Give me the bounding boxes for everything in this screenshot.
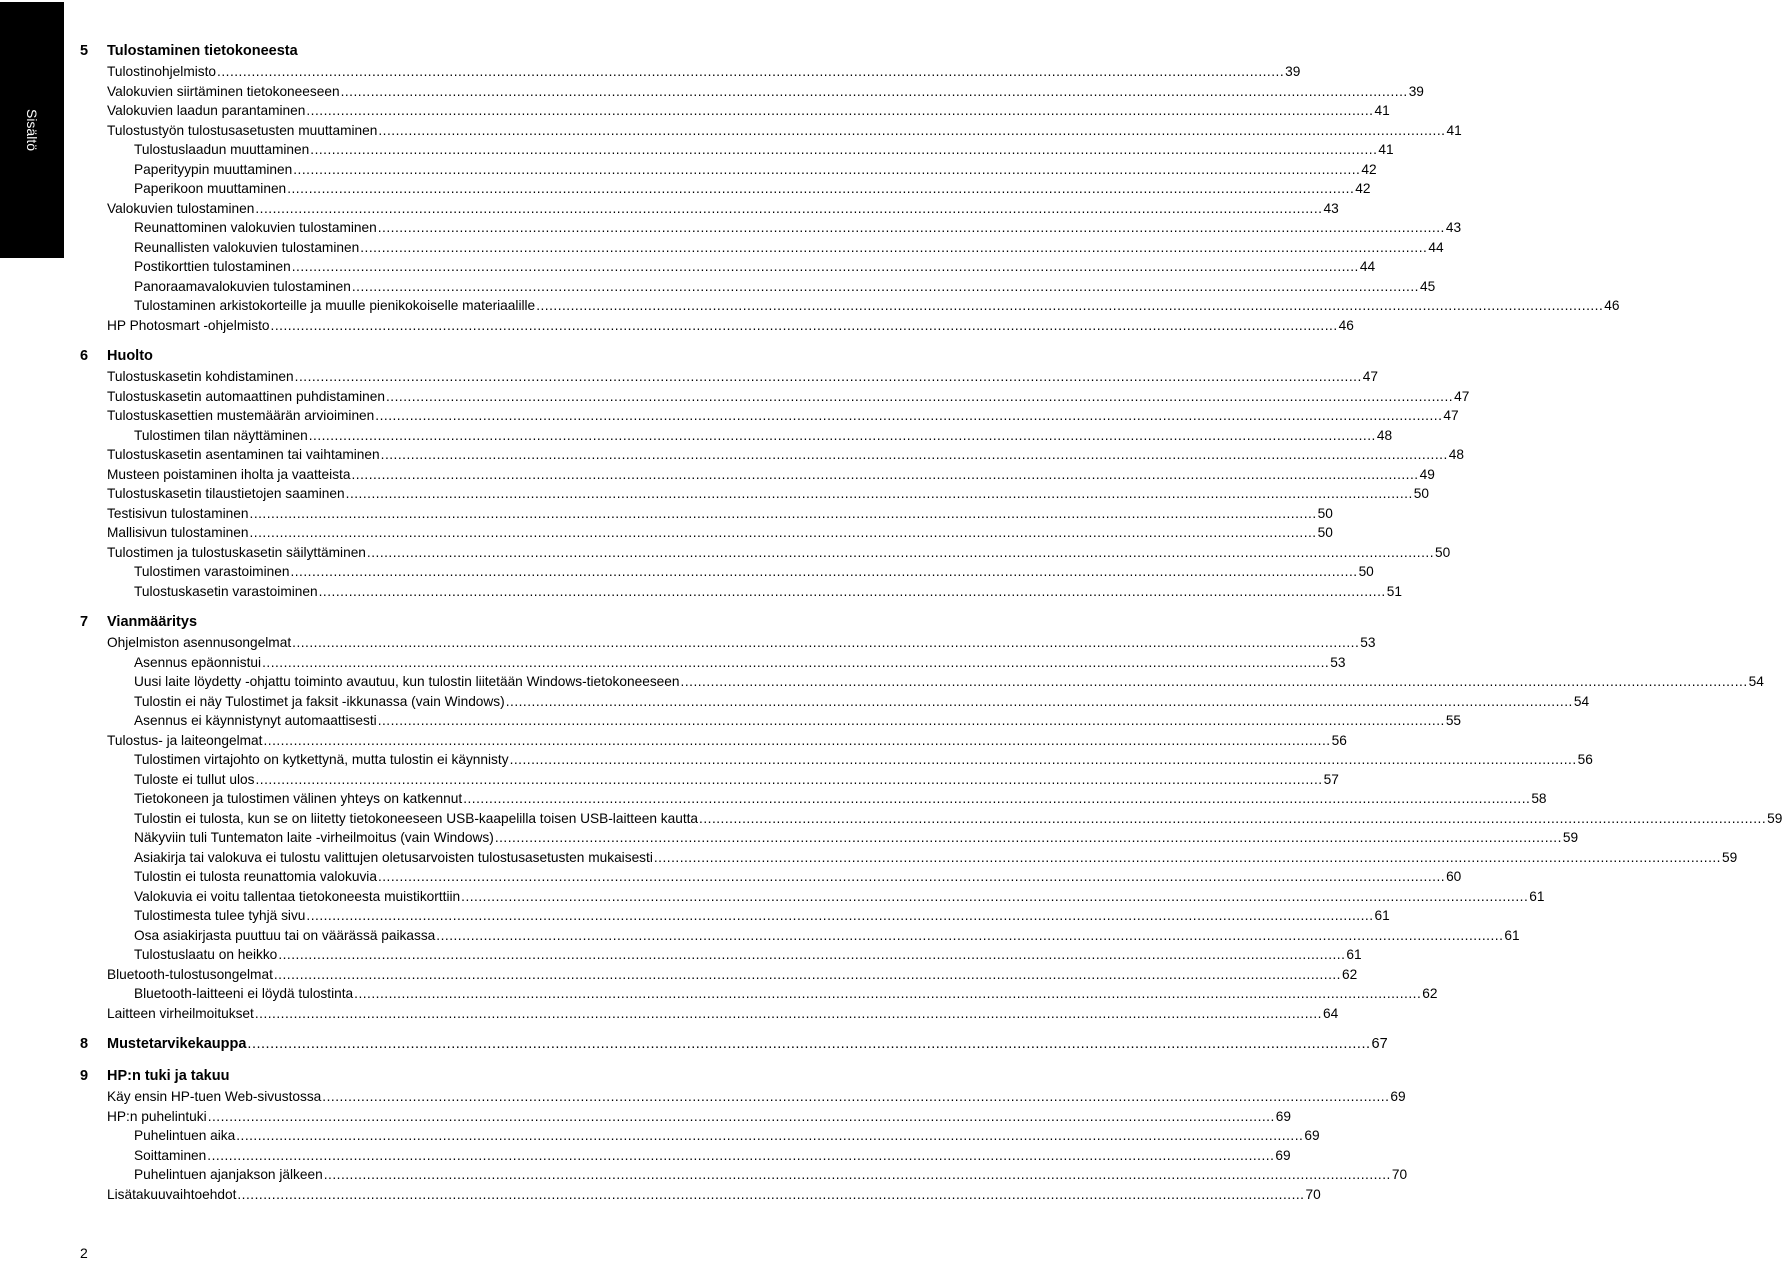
- dot-leader: [306, 101, 1373, 121]
- page-ref: 51: [1386, 583, 1402, 599]
- page-ref: 69: [1275, 1147, 1291, 1163]
- dot-leader: [375, 406, 1442, 426]
- entry-title: Postikorttien tulostaminen: [134, 259, 291, 274]
- entry-title: Laitteen virheilmoitukset: [107, 1005, 254, 1021]
- dot-leader: [271, 316, 1338, 336]
- toc-entry[interactable]: [80, 199, 1339, 219]
- page-ref: 48: [1448, 447, 1464, 462]
- page-ref: 44: [1428, 239, 1444, 255]
- entry-title: Ohjelmiston asennusongelmat: [107, 635, 292, 650]
- page-ref: 53: [1360, 635, 1376, 650]
- toc-entry[interactable]: [80, 1146, 1291, 1166]
- entry-title: Tulostaminen arkistokorteille ja muulle pienikokoiselle materiaalille: [134, 298, 536, 313]
- entry-title: Tulostuskasetin kohdistaminen: [107, 369, 294, 384]
- page-ref: 39: [1408, 83, 1424, 99]
- chapter-heading[interactable]: [80, 1033, 1388, 1055]
- entry-title: Näkyviin tuli Tuntematon laite -virheilmoitus (vain Windows): [134, 830, 494, 845]
- page-ref: 62: [1341, 966, 1358, 982]
- toc-entry[interactable]: [80, 121, 1462, 141]
- chapter-title-line: [107, 40, 958, 62]
- chapter-title: Huolto: [107, 348, 153, 364]
- dot-leader: [306, 906, 1373, 926]
- page-ref: 45: [1419, 278, 1436, 294]
- entry-title: Valokuvien siirtäminen tietokoneeseen: [107, 83, 340, 99]
- entry-title: Paperikoon muuttaminen: [134, 181, 287, 196]
- dot-leader: [262, 653, 1329, 673]
- entry-title: Tulostus- ja laiteongelmat: [107, 732, 263, 748]
- toc-entry[interactable]: [80, 484, 1429, 504]
- toc-entry[interactable]: [80, 367, 1378, 387]
- entry-title: Puhelintuen ajanjakson jälkeen: [134, 1167, 323, 1182]
- dot-leader: [255, 199, 1322, 219]
- entry-title: Valokuvien laadun parantaminen: [107, 103, 306, 118]
- toc-entry[interactable]: [80, 653, 1346, 673]
- toc-entry[interactable]: [80, 277, 1436, 297]
- chapter-number: 6: [80, 348, 89, 364]
- dot-leader: [354, 984, 1421, 1004]
- toc-entry[interactable]: [80, 316, 1354, 336]
- entry-title: Tulostuskasetin tilaustietojen saaminen: [107, 486, 345, 501]
- entry-title: Tulostustyön tulostusasetusten muuttaminen: [107, 122, 378, 138]
- page-ref: 50: [1435, 544, 1451, 560]
- dot-leader: [255, 770, 1322, 790]
- dot-leader: [378, 121, 1445, 141]
- chapter-title-line: [107, 345, 958, 367]
- dot-leader: [237, 1185, 1304, 1205]
- toc-entry[interactable]: [80, 562, 1374, 582]
- dot-leader: [255, 1004, 1322, 1024]
- page-ref: 61: [1529, 888, 1545, 904]
- page-ref: 59: [1767, 810, 1783, 826]
- toc-chapter: [80, 40, 1620, 335]
- entry-title: Asennus epäonnistui: [134, 654, 262, 670]
- toc-entry[interactable]: [80, 692, 1590, 712]
- entry-title: Asennus ei käynnistynyt automaattisesti: [134, 713, 377, 728]
- toc-entry[interactable]: [80, 848, 1738, 868]
- toc-entry[interactable]: [80, 543, 1451, 563]
- dot-leader: [381, 445, 1448, 465]
- dot-leader: [217, 62, 1284, 82]
- page-ref: 43: [1445, 220, 1462, 235]
- table-of-contents: [80, 40, 1783, 1214]
- entry-title: Bluetooth-laitteeni ei löydä tulostinta: [134, 986, 354, 1001]
- toc-entry[interactable]: [80, 504, 1333, 524]
- chapter-title-line: [107, 1033, 1390, 1055]
- toc-entry[interactable]: [80, 770, 1339, 790]
- chapter-title: HP:n tuki ja takuu: [107, 1068, 230, 1084]
- toc-entry[interactable]: [80, 445, 1464, 465]
- dot-leader: [250, 504, 1317, 524]
- toc-entry[interactable]: [80, 731, 1347, 751]
- entry-title: Puhelintuen aika: [134, 1128, 236, 1143]
- entry-title: HP:n puhelintuki: [107, 1108, 207, 1124]
- toc-entry[interactable]: [80, 1107, 1292, 1127]
- entry-title: Tietokoneen ja tulostimen välinen yhteys on katkennut: [134, 791, 463, 806]
- page-ref: 61: [1374, 908, 1390, 923]
- entry-title: Tulostimen varastoiminen: [134, 564, 290, 579]
- chapter-number: 8: [80, 1036, 89, 1052]
- entry-title: Valokuvia ei voitu tallentaa tietokoneesta muistikorttiin: [134, 888, 461, 904]
- page-ref: 69: [1275, 1108, 1292, 1124]
- dot-leader: [510, 750, 1577, 770]
- page-ref: 42: [1355, 181, 1371, 196]
- chapter-title-line: [107, 1065, 958, 1087]
- dot-leader: [495, 828, 1562, 848]
- page-ref: 59: [1721, 849, 1738, 865]
- page-ref: 61: [1346, 947, 1362, 962]
- dot-leader: [292, 633, 1359, 653]
- toc-entry[interactable]: [80, 926, 1520, 946]
- toc-entry[interactable]: [80, 465, 1435, 485]
- entry-title: Tulostin ei tulosta, kun se on liitetty tietokoneeseen USB-kaapelilla toisen USB-laitteen kautta: [134, 810, 699, 826]
- toc-entry[interactable]: [80, 101, 1390, 121]
- page-ref: 41: [1374, 103, 1390, 118]
- page-ref: 39: [1285, 64, 1301, 79]
- page-ref: 61: [1504, 927, 1520, 943]
- page-ref: 59: [1562, 830, 1579, 845]
- page-ref: 48: [1376, 427, 1393, 443]
- dot-leader: [346, 484, 1413, 504]
- page-ref: 69: [1390, 1089, 1406, 1104]
- page-ref: 42: [1361, 161, 1377, 177]
- dot-leader: [290, 562, 1357, 582]
- page-ref: 54: [1748, 674, 1764, 689]
- dot-leader: [247, 1033, 1370, 1055]
- page-ref: 47: [1454, 388, 1470, 404]
- dot-leader: [274, 965, 1341, 985]
- toc-chapter: [80, 1065, 1408, 1204]
- entry-title: HP Photosmart -ohjelmisto: [107, 317, 270, 333]
- chapter-number: 9: [80, 1068, 89, 1084]
- toc-entry[interactable]: [80, 906, 1390, 926]
- dot-leader: [654, 848, 1721, 868]
- page-ref: 46: [1604, 298, 1620, 313]
- toc-entry[interactable]: [80, 1185, 1321, 1205]
- chapter-heading[interactable]: [80, 40, 960, 62]
- page-ref: 69: [1304, 1128, 1320, 1143]
- dot-leader: [208, 1107, 1275, 1127]
- toc-chapter: [80, 611, 1783, 1023]
- toc-entry[interactable]: [80, 238, 1444, 258]
- page-ref: 70: [1391, 1167, 1408, 1182]
- toc-entry[interactable]: [80, 406, 1459, 426]
- toc-entry[interactable]: [80, 965, 1358, 985]
- toc-entry[interactable]: [80, 62, 1301, 82]
- entry-title: Tuloste ei tullut ulos: [134, 771, 255, 787]
- toc-chapter: [80, 1033, 1388, 1055]
- page-ref: 50: [1317, 505, 1333, 521]
- page-ref: 50: [1413, 486, 1429, 501]
- dot-leader: [341, 82, 1408, 102]
- entry-title: Paperityypin muuttaminen: [134, 161, 293, 177]
- entry-title: Lisätakuuvaihtoehdot: [107, 1186, 237, 1202]
- page-ref: 56: [1331, 732, 1347, 748]
- toc-entry[interactable]: [80, 984, 1438, 1004]
- toc-chapter: [80, 345, 1470, 601]
- page-ref: 44: [1359, 259, 1376, 274]
- toc-entry[interactable]: [80, 945, 1362, 965]
- entry-title: Testisivun tulostaminen: [107, 505, 249, 521]
- entry-title: Uusi laite löydetty -ohjattu toiminto avautuu, kun tulostin liitetään Windows-tietokoneeseen: [134, 674, 680, 689]
- dot-leader: [378, 711, 1445, 731]
- toc-entry[interactable]: [80, 633, 1376, 653]
- entry-title: Tulostinohjelmisto: [107, 64, 217, 79]
- page-ref: 55: [1445, 713, 1462, 728]
- toc-entry[interactable]: [80, 523, 1333, 543]
- dot-leader: [324, 1165, 1391, 1185]
- entry-title: Tulostin ei näy Tulostimet ja faksit -ikkunassa (vain Windows): [134, 693, 505, 709]
- dot-leader: [250, 523, 1317, 543]
- toc-entry[interactable]: [80, 672, 1764, 692]
- entry-title: Reunattominen valokuvien tulostaminen: [134, 220, 377, 235]
- dot-leader: [681, 672, 1748, 692]
- dot-leader: [386, 387, 1453, 407]
- dot-leader: [536, 296, 1603, 316]
- chapter-title: Vianmääritys: [107, 614, 198, 630]
- dot-leader: [351, 465, 1418, 485]
- entry-title: Mallisivun tulostaminen: [107, 525, 249, 540]
- toc-entry[interactable]: [80, 179, 1371, 199]
- toc-entry[interactable]: [80, 426, 1393, 446]
- toc-entry[interactable]: [80, 140, 1394, 160]
- dot-leader: [322, 1087, 1389, 1107]
- entry-title: Reunallisten valokuvien tulostaminen: [134, 239, 360, 255]
- page-ref: 49: [1419, 466, 1435, 482]
- page-ref: 50: [1317, 525, 1333, 540]
- toc-entry[interactable]: [80, 1126, 1320, 1146]
- entry-title: Tulostuslaatu on heikko: [134, 947, 278, 962]
- toc-entry[interactable]: [80, 582, 1402, 602]
- page-ref: 43: [1323, 200, 1339, 216]
- dot-leader: [378, 867, 1445, 887]
- dot-leader: [287, 179, 1354, 199]
- chapter-heading[interactable]: [80, 345, 960, 367]
- dot-leader: [463, 789, 1530, 809]
- dot-leader: [506, 692, 1573, 712]
- page-ref: 57: [1323, 771, 1339, 787]
- page-ref: 47: [1362, 369, 1378, 384]
- dot-leader: [367, 543, 1434, 563]
- dot-leader: [278, 945, 1345, 965]
- page-ref: 41: [1446, 122, 1462, 138]
- entry-title: Tulostimen virtajohto on kytkettynä, mutta tulostin ei käynnisty: [134, 752, 509, 767]
- chapter-side-tab: [0, 2, 64, 258]
- entry-title: Tulostuskasetin automaattinen puhdistaminen: [107, 388, 385, 404]
- toc-entry[interactable]: [80, 160, 1377, 180]
- page-ref: 54: [1573, 693, 1590, 709]
- dot-leader: [263, 731, 1330, 751]
- toc-entry[interactable]: [80, 296, 1620, 316]
- toc-entry[interactable]: [80, 1165, 1408, 1185]
- chapter-heading[interactable]: [80, 611, 960, 633]
- toc-entry[interactable]: [80, 867, 1462, 887]
- chapter-number: 5: [80, 43, 89, 59]
- toc-entry[interactable]: [80, 1004, 1339, 1024]
- toc-entry[interactable]: [80, 1087, 1406, 1107]
- toc-entry[interactable]: [80, 828, 1579, 848]
- entry-title: Osa asiakirjasta puuttuu tai on väärässä paikassa: [134, 927, 436, 943]
- page-number: 2: [80, 1245, 88, 1261]
- page-ref: 62: [1422, 986, 1438, 1001]
- entry-title: Tulostuslaadun muuttaminen: [134, 142, 310, 157]
- page-ref: 56: [1577, 752, 1593, 767]
- page-ref: 64: [1322, 1005, 1339, 1021]
- dot-leader: [292, 257, 1359, 277]
- entry-title: Soittaminen: [134, 1147, 207, 1163]
- dot-leader: [293, 160, 1360, 180]
- toc-entry[interactable]: [80, 887, 1545, 907]
- toc-entry[interactable]: [80, 809, 1783, 829]
- entry-title: Käy ensin HP-tuen Web-sivustossa: [107, 1089, 322, 1104]
- page-ref: 67: [1371, 1036, 1388, 1052]
- toc-entry[interactable]: [80, 789, 1547, 809]
- dot-leader: [207, 1146, 1274, 1166]
- chapter-title-line: [107, 611, 958, 633]
- entry-title: Tulostin ei tulosta reunattomia valokuvia: [134, 869, 377, 884]
- dot-leader: [310, 140, 1377, 160]
- toc-entry[interactable]: [80, 218, 1462, 238]
- toc-entry[interactable]: [80, 711, 1462, 731]
- dot-leader: [360, 238, 1427, 258]
- page-ref: 53: [1330, 654, 1346, 670]
- chapter-number: 7: [80, 614, 89, 630]
- dot-leader: [236, 1126, 1303, 1146]
- page-ref: 47: [1443, 408, 1459, 423]
- entry-title: Panoraamavalokuvien tulostaminen: [134, 278, 351, 294]
- entry-title: Tulostimesta tulee tyhjä sivu: [134, 908, 306, 923]
- dot-leader: [436, 926, 1503, 946]
- toc-entry[interactable]: [80, 750, 1593, 770]
- dot-leader: [352, 277, 1419, 297]
- dot-leader: [309, 426, 1376, 446]
- entry-title: Valokuvien tulostaminen: [107, 200, 255, 216]
- page-ref: 46: [1338, 317, 1354, 333]
- entry-title: Tulostuskasettien mustemäärän arvioiminen: [107, 408, 375, 423]
- dot-leader: [378, 218, 1445, 238]
- entry-title: Tulostimen tilan näyttäminen: [134, 427, 308, 443]
- toc-entry[interactable]: [80, 387, 1470, 407]
- toc-entry[interactable]: [80, 82, 1424, 102]
- entry-title: Tulostimen ja tulostuskasetin säilyttäminen: [107, 544, 366, 560]
- dot-leader: [295, 367, 1362, 387]
- chapter-title: Tulostaminen tietokoneesta: [107, 43, 298, 59]
- entry-title: Asiakirja tai valokuva ei tulostu valittujen oletusarvoisten tulostusasetusten mukaisesti: [134, 849, 653, 865]
- page-ref: 60: [1446, 869, 1462, 884]
- entry-title: Musteen poistaminen iholta ja vaatteista: [107, 466, 351, 482]
- side-tab-label: Sisältö: [24, 108, 40, 152]
- page-ref: 58: [1531, 791, 1547, 806]
- entry-title: Tulostuskasetin asentaminen tai vaihtaminen: [107, 447, 380, 462]
- chapter-heading[interactable]: [80, 1065, 960, 1087]
- page-ref: 70: [1305, 1186, 1321, 1202]
- entry-title: Tulostuskasetin varastoiminen: [134, 583, 318, 599]
- page-ref: 41: [1378, 142, 1394, 157]
- chapter-title: Mustetarvikekauppa: [107, 1036, 247, 1052]
- dot-leader: [319, 582, 1386, 602]
- page-ref: 50: [1358, 564, 1374, 579]
- dot-leader: [699, 809, 1766, 829]
- dot-leader: [461, 887, 1528, 907]
- entry-title: Bluetooth-tulostusongelmat: [107, 966, 273, 982]
- toc-entry[interactable]: [80, 257, 1376, 277]
